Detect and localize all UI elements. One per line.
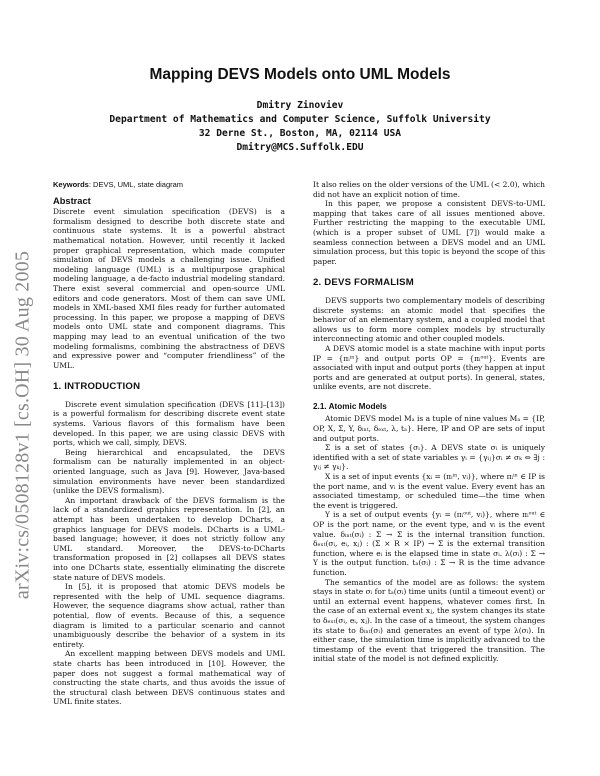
abstract-heading: Abstract xyxy=(53,195,91,206)
devs-heading: 2. DEVS FORMALISM xyxy=(313,277,414,289)
author-email: Dmitry@MCS.Suffolk.EDU xyxy=(236,142,364,153)
devs-paragraph: DEVS supports two complementary models of describing discrete systems: an atomic model that specifies the behavior of an elementary system, and a coupled model that allows us to form more complex models by structurally interconnecting atomic and other coupled models. xyxy=(313,295,545,344)
keywords-label: Keywords xyxy=(53,180,89,189)
atomic-paragraph: X is a set of input events {xᵢ = (πᵢⁱⁿ, vᵢ)}, where πᵢⁱⁿ ∈ IP is the port name, and vᵢ is the event value. Every event has an associated timestamp, or scheduled time—the time when the event is triggered. xyxy=(313,472,545,510)
intro-paragraph: Discrete event simulation specification (DEVS [11]–[13]) is a powerful formalism for describing discrete event state systems. Various flavors of this formalism have been developed. In this paper, we are using classic DEVS with ports, which we call, simply, DEVS. xyxy=(53,399,285,448)
atomic-paragraph: Atomic DEVS model Mₐ is a tuple of nine values Mₐ = {IP, OP, X, Σ, Y, δᵢₙₜ, δₑₓₜ, λ, tₐ}. Here, IP and OP are sets of input and output ports. xyxy=(313,414,545,443)
intro-continued: It also relies on the older versions of the UML (< 2.0), which did not have an explicit notion of time. xyxy=(313,180,545,199)
atomic-paragraph: Σ is a set of states {σᵢ}. A DEVS state σᵢ is uniquely identified with a set of state variables γᵢ = {γᵢⱼ}σᵢ ≠ σₖ ⇔ ∃j : γᵢⱼ ≠ γₖⱼ}. xyxy=(313,443,545,472)
intro-paragraph: An important drawback of the DEVS formalism is the lack of a standardized graphics representation. In [2], an attempt has been undertaken to develop DCharts, a graphics language for DEVS models. DCharts is a UML-based language; however, it does not strictly follow any UML standard. Moreover, the DEVS-to-DCharts transformation proposed in [2] collapses all DEVS states into one DCharts state, essentially eliminating the discrete state nature of DEVS models. xyxy=(53,495,285,582)
author-address: 32 Derne St., Boston, MA, 02114 USA xyxy=(198,128,402,139)
intro-paragraph: Being hierarchical and encapsulated, the DEVS formalism can be naturally implemented in an object-oriented language, such as Java [9]. However, Java-based simulation environments have never been standardized (unlike the DEVS formalism). xyxy=(53,447,285,496)
left-column xyxy=(53,180,285,707)
arxiv-stamp-text: arXiv:cs/0508128v1 [cs.OH] 30 Aug 2005 xyxy=(11,250,34,600)
atomic-heading: 2.1. Atomic Models xyxy=(313,401,387,411)
intro-heading: 1. INTRODUCTION xyxy=(53,381,141,393)
keywords-text: : DEVS, UML, state diagram xyxy=(88,180,184,189)
keywords xyxy=(53,180,285,190)
right-column xyxy=(313,180,545,664)
atomic-paragraph: The semantics of the model are as follows: the system stays in state σᵢ for tₐ(σᵢ) time units (until a timeout event) or until an external event happens, whatever comes first. In the case of an external event xⱼ, the system changes its state to δₑₓₜ(σᵢ, eᵢ, xⱼ). In the case of a timeout, the system changes its state to δᵢₙₜ(σᵢ) and generates an event of type λ(σᵢ). In either case, the simulation time is implicitly advanced to the timestamp of the event that triggered the transition. The initial state of the model is not defined explicitly. xyxy=(313,577,545,664)
devs-paragraph: A DEVS atomic model is a state machine with input ports IP = {πᵢⁱⁿ} and output ports OP = {πᵢᵒᵘᵗ}. Events are associated with input and output ports (they happen at input ports and are generated at output ports). In general, states, unlike events, are not discrete. xyxy=(313,343,545,392)
author-block xyxy=(0,99,600,155)
abstract-text: Discrete event simulation specification (DEVS) is a formalism designed to describe both discrete state and continuous state systems. It is a powerful abstract mathematical notation. However, until recently it lacked proper graphical representation, which made computer simulation of DEVS models a challenging issue. Unified modeling language (UML) is a multipurpose graphical modeling language, a de-facto industrial modeling standard. There exist several commercial and open-source UML editors and code generators. Most of them can save UML models in XML-based XMI files ready for further automated processing. In this paper, we propose a mapping of DEVS models onto UML state and component diagrams. This mapping may lead to an eventual unification of the two modeling formalisms, combining the abstractness of DEVS and expressive power and “computer friendliness” of the UML. xyxy=(53,207,285,370)
paper-title: Mapping DEVS Models onto UML Models xyxy=(149,66,451,83)
author-name: Dmitry Zinoviev xyxy=(256,100,344,111)
author-affiliation: Department of Mathematics and Computer Science, Suffolk University xyxy=(109,114,491,125)
arxiv-stamp xyxy=(10,185,36,665)
intro-paragraph: In [5], it is proposed that atomic DEVS models be represented with the help of UML sequence diagrams. However, the sequence diagrams show actual, rather than potential, flow of events. Because of this, a sequence diagram is limited to a particular scenario and cannot unambiguously describe the behavior of a system in its entirety. xyxy=(53,582,285,649)
intro-paragraph: An excellent mapping between DEVS models and UML state charts has been introduced in [10]. However, the paper does not suggest a formal mathematical way of constructing the state charts, and thus avoids the issue of the structural clash between DEVS continuous states and UML finite states. xyxy=(53,649,285,707)
atomic-paragraph: Y is a set of output events {yᵢ = (πᵢᵒᵘᵗ, vᵢ)}, where πᵢᵒᵘᵗ ∈ OP is the port name, or the event type, and vᵢ is the event value. δᵢₙₜ(σᵢ) : Σ → Σ is the internal transition function. δₑₓₜ(σᵢ, eᵢ, xⱼ) : (Σ × R × IP) → Σ is the external transition function, where eᵢ is the elapsed time in state σᵢ. λ(σᵢ) : Σ → Y is the output function. tₐ(σᵢ) : Σ → R is the time advance function. xyxy=(313,510,545,577)
intro-continued: In this paper, we propose a consistent DEVS-to-UML mapping that takes care of all issues mentioned above. Further restricting the mapping to the executable UML (which is a proper subset of UML [7]) would make a seamless connection between a DEVS model and an UML simulation process, but this topic is beyond the scope of this paper. xyxy=(313,199,545,266)
